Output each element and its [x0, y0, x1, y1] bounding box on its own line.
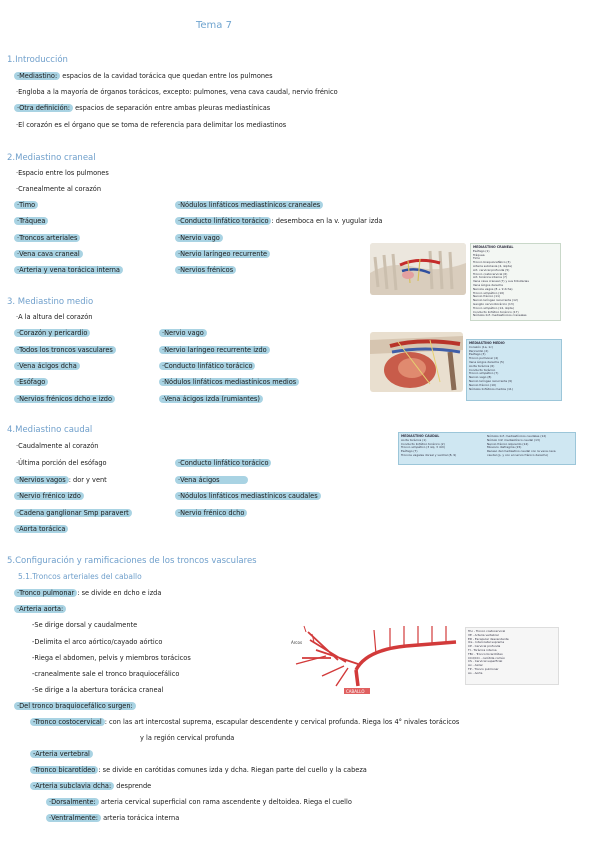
arterial-branching-diagram: [286, 620, 462, 696]
s2-right-3-text: ·Nervio vago: [175, 234, 223, 242]
s3-right-5: [161, 395, 263, 404]
legend-item: TrLi - Tronco costocervical: [468, 629, 506, 633]
legend-item: Tronco simpático (3 izq, 3 dch): [401, 445, 446, 450]
legend-item: Conducto linfático torácico (17): [473, 309, 519, 314]
s4-left-5: [16, 509, 132, 518]
s2-right-4-text: ·Nervio laríngeo recurrente: [175, 250, 270, 258]
legend-item: Nervio frénico (10): [469, 382, 497, 387]
dorsalmente-text: arteria cervical superficial con rama ascendente y deltoidea. Riega el cuello: [98, 798, 352, 806]
legend-title: MEDIASTINO MEDIO: [469, 341, 505, 345]
legend-item: Arteria subclavia (4, izqda): [473, 263, 512, 268]
s3-left-3-text: ·Vena ácigos dcha: [14, 362, 80, 370]
legend-item: Tronco simpático (7): [469, 371, 499, 376]
s2-right-5-text: ·Nervios frénicos: [175, 266, 236, 274]
term-highlight: ·Mediastino:: [14, 72, 60, 80]
legend-item: Conducto torácico: [469, 367, 496, 372]
section-2-heading: 2.Mediastino craneal: [7, 153, 96, 163]
s2-intro-2: ·Cranealmente al corazón: [16, 185, 102, 193]
legend-item: Nervios vagos (8 + 9 dcha): [473, 286, 513, 291]
s3-left-5-text: ·Nervios frénicos dcho e izdo: [14, 395, 115, 403]
legend-item: Nódulo linf. mediastínico caudal (13): [487, 437, 540, 442]
s4-right-1: [177, 459, 271, 468]
legend-item: Tronco pulmonar (4): [469, 356, 499, 361]
legend-list: [469, 346, 559, 392]
legend-item: Tronco simpático (14, izqda): [473, 305, 514, 310]
legend-item: Músculo diafragma (15): [487, 445, 522, 450]
legend-title: MEDIASTINO CAUDAL: [401, 434, 440, 438]
s2-left-2: [16, 217, 48, 226]
s2-intro-1: ·Espacio entre los pulmones: [16, 169, 109, 177]
legend-item: Nervio laríngeo recurrente (12): [473, 298, 518, 303]
legend-item: Ao - Aorta: [468, 670, 483, 675]
s2-left-4: [16, 250, 83, 259]
s2-left-5: [16, 266, 123, 275]
legend-item: CS - Cervical superficial: [468, 659, 503, 664]
legend-item: Esófago (3): [469, 352, 486, 357]
s2-right-2: [177, 217, 382, 226]
s4-left-4-text: ·Nervio frénico izdo: [14, 492, 84, 500]
s2-left-1-text: ·Timo: [14, 201, 38, 209]
legend-item: Pericardio (2): [469, 348, 489, 353]
s3-right-1: [161, 329, 207, 338]
section-4-heading: 4.Mediastino caudal: [7, 425, 93, 435]
s4-left-3-extra: : dor y vent: [68, 476, 107, 484]
legend-title: MEDIASTINO CRANEAL: [473, 245, 514, 249]
legend-item: Ganglio cervicotorácico (13): [473, 301, 514, 306]
s3-left-1: [16, 329, 90, 338]
braquio-term: ·Del tronco braquiocefálico surgen:: [14, 702, 136, 710]
s3-right-4: [161, 378, 299, 387]
s4-right-4: [177, 509, 247, 518]
legend-item: Aorta torácica (1): [401, 437, 427, 442]
s4-left-5-text: ·Cadena ganglionar Smp paravert: [14, 509, 132, 517]
s5-ventralmente: [48, 814, 179, 823]
legend-list-left: [401, 439, 483, 458]
legend-item: Ax - Axilar: [468, 663, 483, 668]
ventralmente-text: arteria torácica interna: [101, 814, 180, 822]
legend-item: Esófago (7): [401, 449, 418, 454]
s3-right-1-text: ·Nervio vago: [159, 329, 207, 337]
s3-left-4-text: ·Esófago: [14, 378, 48, 386]
legend-item: Esófago (1): [473, 248, 490, 253]
s3-left-3: [16, 362, 80, 371]
legend-item: Nódulos linf. mediastínicos craneales: [473, 313, 527, 318]
s4-right-4-text: ·Nervio frénico dcho: [175, 509, 247, 517]
s2-left-5-text: ·Arteria y vena torácica interna: [14, 266, 123, 274]
s5-subclavia: [32, 782, 151, 791]
legend-item: Tronco costocervical (6): [473, 271, 508, 276]
term-highlight: ·Otra definición:: [14, 104, 73, 112]
s2-left-2-text: ·Tráquea: [14, 217, 48, 225]
legend-item: VE - Arteria vertebral: [468, 632, 499, 637]
section-5-heading: 5.Configuración y ramificaciones de los troncos vasculares: [7, 556, 257, 566]
s2-right-1: [177, 201, 323, 210]
page-title: Tema 7: [196, 20, 232, 31]
s3-left-1-text: ·Corazón y pericardio: [14, 329, 90, 337]
costocervical-text: : con las art intercostal suprema, escapular descendente y cervical profunda. Riega los 4° nivales torácicos: [104, 718, 460, 726]
s4-right-2: [177, 476, 248, 485]
s5-costocervical-2: y la región cervical profunda: [140, 734, 235, 742]
s5-braquio: [16, 702, 136, 711]
subclavia-term: -Arteria subclavia dcha:: [30, 782, 114, 790]
s1-line-4: ·El corazón es el órgano que se toma de referencia para delimitar los mediastinos: [16, 121, 287, 129]
vertebral-term: -Arteria vertebral: [30, 750, 93, 758]
s2-right-3: [177, 234, 223, 243]
s5-vertebral: [32, 750, 93, 759]
cranial-mediastinum-legend: [470, 243, 561, 321]
legend-item: Nervio frénico (11): [473, 294, 501, 299]
legend-item: Receso del mediastino caudal con la vena cava: [487, 449, 556, 454]
bicarotideo-term: -Tronco bicarotídeo: [30, 766, 98, 774]
legend-item: ED - Escapular descendente: [468, 636, 509, 641]
legend-item: Nervio laríngeo recurrente (9): [469, 378, 513, 383]
s3-right-2-text: ·Nervio laríngeo recurrente izdo: [159, 346, 270, 354]
legend-item: TBc - Tronco bicarotídeo: [468, 651, 503, 656]
cranial-mediastinum-image: [370, 243, 466, 295]
tronco-pulmonar-text: : se divide en dcho e izda: [77, 589, 162, 597]
s2-right-1-text: ·Nódulos linfáticos mediastínicos craneales: [175, 201, 323, 209]
s4-left-6: [16, 525, 68, 534]
legend-item: Nódulos linfáticos medios (11): [469, 386, 513, 391]
legend-item: Tronco braquiocefálico (3): [473, 260, 511, 265]
s3-left-2-text: ·Todos los troncos vasculares: [14, 346, 116, 354]
s5-dorsalmente: [48, 798, 352, 807]
legend-item: Nervio frénico izquierdo (14): [487, 441, 529, 446]
legend-item: TP - Tronco pulmonar: [468, 666, 499, 671]
s2-right-4: [177, 250, 270, 259]
arteria-aorta-term: ·Arteria aorta:: [14, 605, 66, 613]
s4-right-1-text: ·Conducto linfático torácico: [175, 459, 271, 467]
s2-left-3: [16, 234, 80, 243]
tronco-pulmonar-term: ·Tronco pulmonar: [14, 589, 77, 597]
s4-left-3: [16, 476, 107, 485]
s3-right-4-text: ·Nódulos linfáticos mediastínicos medios: [159, 378, 299, 386]
s5-aorta-line-1: -Se dirige dorsal y caudalmente: [32, 621, 138, 629]
s2-right-2-text: ·Conducto linfático torácico: [175, 217, 271, 225]
bicarotideo-text: : se divide en carótidas comunes izda y dcha. Riegan parte del cuello y la cabeza: [98, 766, 367, 774]
s5-aorta-line-5: -Se dirige a la abertura torácica craneal: [32, 686, 164, 694]
s5-aorta-line-3: -Riega el abdomen, pelvis y miembros torácicos: [32, 654, 191, 662]
s4-left-3-text: ·Nervios vagos: [14, 476, 69, 484]
s5-bicarotideo: [32, 766, 367, 775]
s3-right-3-text: ·Conducto linfático torácico: [159, 362, 255, 370]
legend-item: Vena ácigos derecha: [473, 282, 503, 287]
s5-aorta-line-4: -cranealmente sale el tronco braquiocefálico: [32, 670, 180, 678]
s1-line-3: [16, 104, 270, 113]
s3-intro: ·A la altura del corazón: [16, 313, 93, 321]
s2-left-4-text: ·Vena cava craneal: [14, 250, 83, 258]
caudal-mediastinum-legend: [398, 432, 576, 465]
legend-item: caudal (p, y con el nervio frénico derecho): [487, 452, 549, 457]
legend-list: [473, 250, 558, 318]
legend-item: Art. cervical profunda (5): [473, 267, 510, 272]
s5-arteria-aorta: [16, 605, 66, 614]
subclavia-text: desprende: [114, 782, 152, 790]
s1-line-2: ·Engloba a la mayoría de órganos torácicos, excepto: pulmones, vena cava caudal, nervio frénico: [16, 88, 338, 96]
legend-item: ICs - Intercostal suprema: [468, 640, 505, 645]
s5-tronco-pulmonar: [16, 589, 161, 598]
s1-line-3-text: espacios de separación entre ambas pleuras mediastínicas: [73, 104, 271, 112]
s5-aorta-line-2: -Delimita el arco aórtico/cayado aórtico: [32, 638, 163, 646]
dorsalmente-term: ·Dorsalmente:: [46, 798, 99, 806]
legend-item: TI - Torácica interna: [468, 647, 497, 652]
arterial-diagram-legend: [465, 627, 559, 685]
s3-right-3: [161, 362, 255, 371]
s3-left-2: [16, 346, 116, 355]
legend-item: Vena ácigos derecha (5): [469, 359, 504, 364]
s3-right-5-text: ·Vena ácigos izda (rumiantes): [159, 395, 263, 403]
s2-left-1: [16, 201, 38, 210]
s2-right-5: [177, 266, 236, 275]
legend-item: CP - Cervical profunda: [468, 644, 501, 649]
legend-item: Art. torácica interna (7): [473, 275, 507, 280]
legend-list: [468, 630, 556, 676]
legend-item: Timo: [473, 256, 481, 261]
legend-item: Nervio vago (8): [469, 375, 492, 380]
legend-item: Aorta torácica (6): [469, 363, 495, 368]
s4-right-3: [177, 492, 321, 501]
s2-right-2-extra: : desemboca en la v. yugular izda: [271, 217, 383, 225]
s5-costocervical: [32, 718, 459, 727]
s4-right-3-text: ·Nódulos linfáticos mediastínicos caudales: [175, 492, 321, 500]
legend-item: Troncos vagales dorsal y ventral (8, 9): [401, 452, 457, 457]
legend-list-right: [487, 435, 571, 458]
middle-mediastinum-image: [370, 332, 463, 392]
s3-right-2: [161, 346, 270, 355]
s1-line-1: [16, 72, 273, 81]
s1-line-1-text: espacios de la cavidad torácica que quedan entre los pulmones: [60, 72, 273, 80]
legend-item: Nódulos linf. mediastínicos caudales (12): [487, 434, 547, 438]
s2-left-3-text: ·Troncos arteriales: [14, 234, 80, 242]
s4-left-2: ·Última porción del esófago: [16, 459, 107, 467]
ventralmente-term: ·Ventralmente:: [46, 814, 101, 822]
legend-item: Vena cava craneal (7) y sus tributarias: [473, 279, 529, 284]
s4-left-6-text: ·Aorta torácica: [14, 525, 68, 533]
middle-mediastinum-legend: [466, 339, 562, 401]
section-3-heading: 3. Mediastino medio: [7, 297, 94, 307]
legend-item: Tráquea: [473, 252, 485, 257]
s4-left-4: [16, 492, 84, 501]
diagram-caption: CABALLO: [346, 689, 365, 694]
section-1-heading: 1.Introducción: [7, 55, 68, 65]
s4-right-2-text: ·Vena ácigos: [175, 476, 248, 484]
costocervical-term: -Tronco costocervical: [30, 718, 105, 726]
legend-item: CCd/CCi - carótida común: [468, 655, 506, 660]
legend-item: Corazón (1a, 1c): [469, 344, 493, 349]
diagram-label: Arcos: [291, 640, 303, 645]
s3-left-4: [16, 378, 48, 387]
legend-item: Conducto linfático torácico (2): [401, 441, 445, 446]
s4-left-1: ·Caudalmente al corazón: [16, 442, 99, 450]
legend-item: Tronco simpático (10): [473, 290, 505, 295]
section-5-1-heading: 5.1.Troncos arteriales del caballo: [18, 572, 142, 581]
s3-left-5: [16, 395, 115, 404]
